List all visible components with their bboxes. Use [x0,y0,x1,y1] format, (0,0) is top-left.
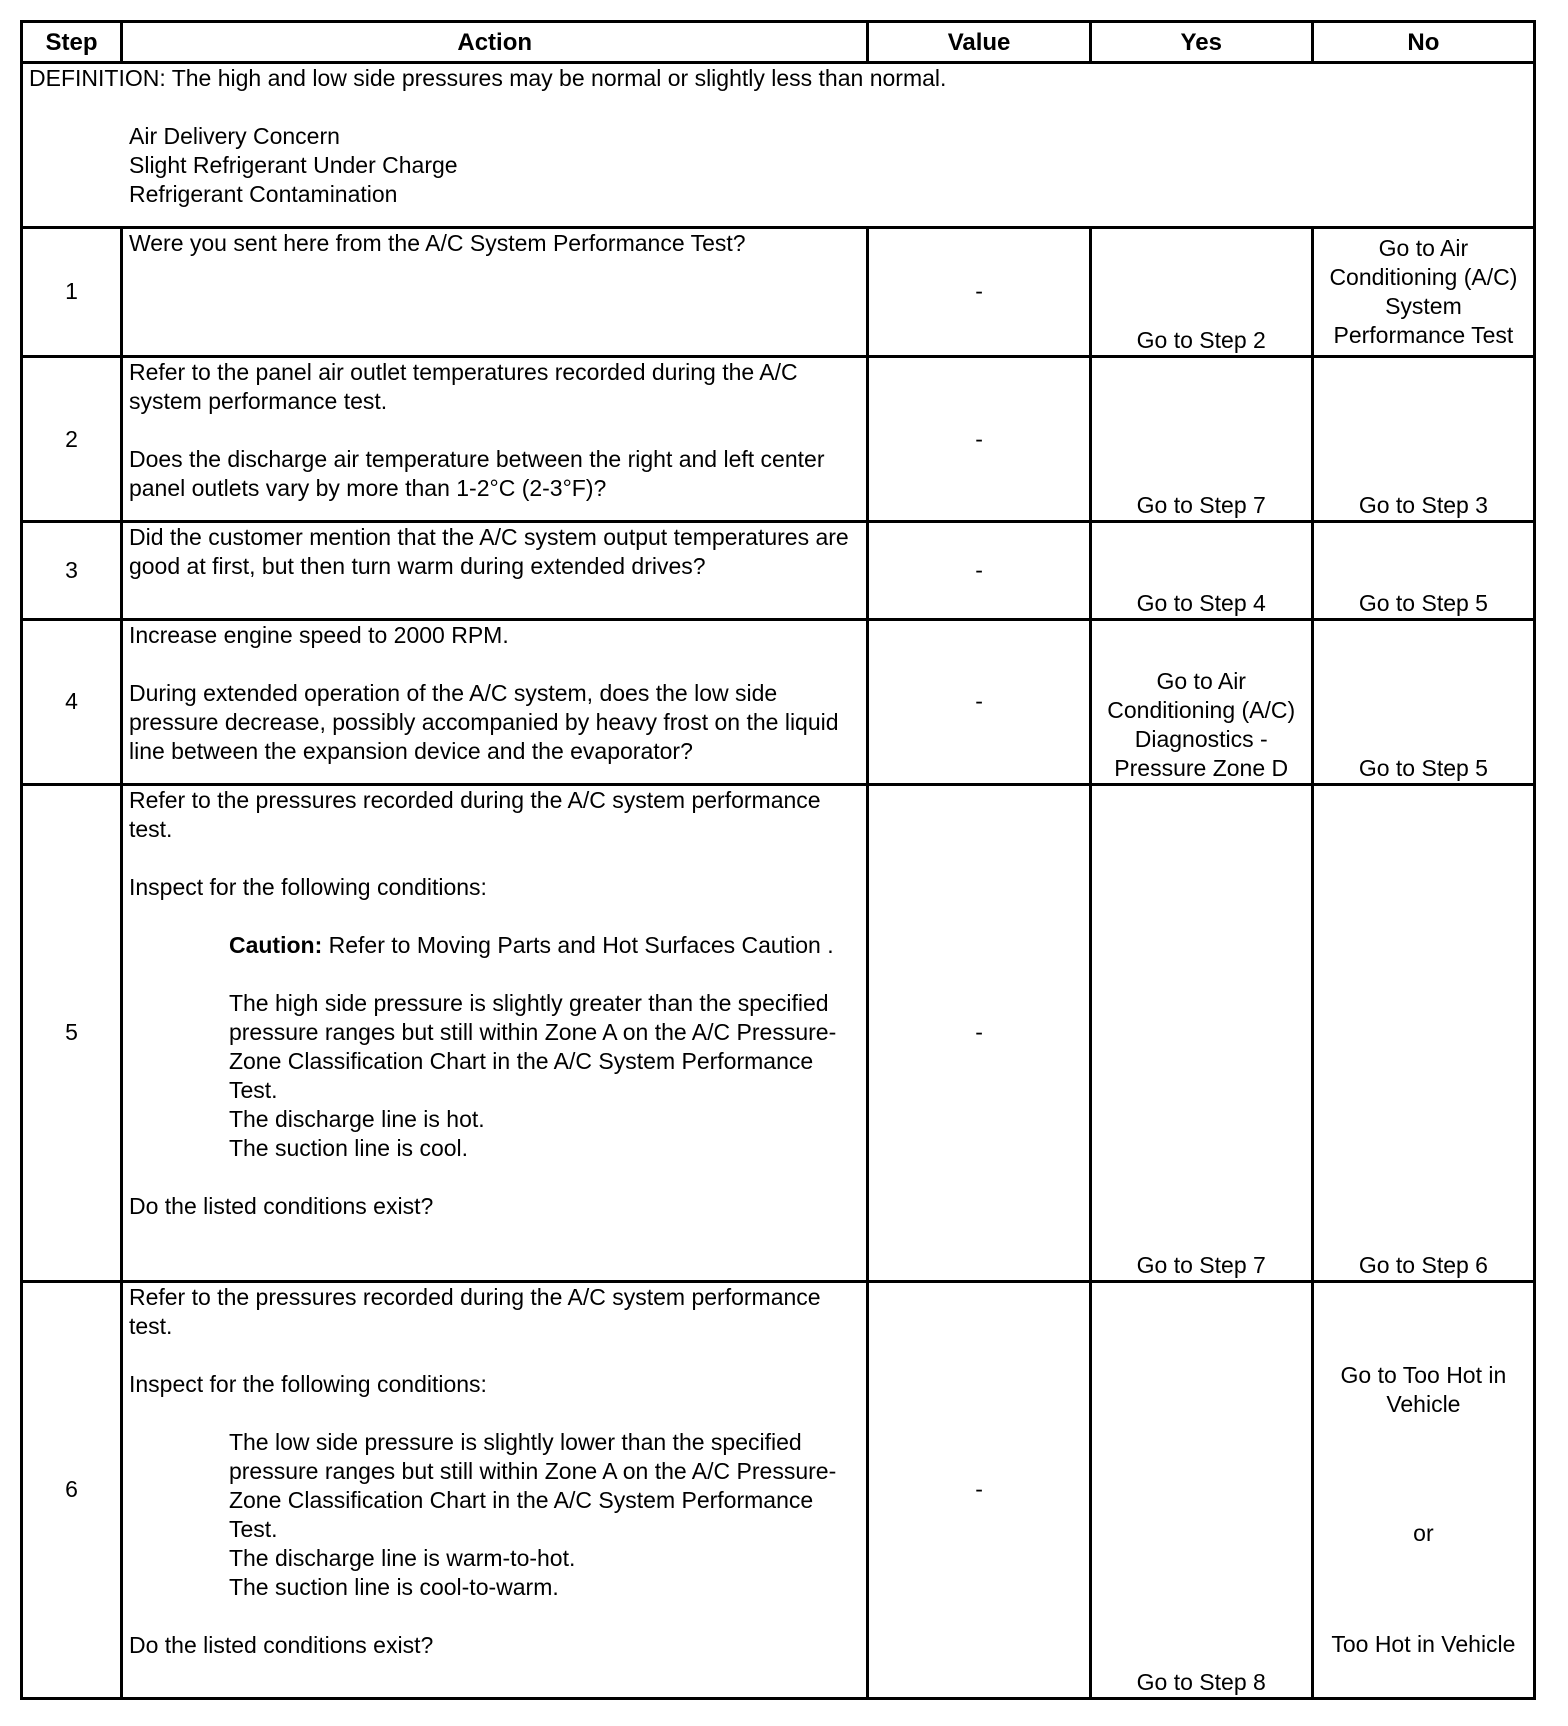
action-question: During extended operation of the A/C system, does the low side pressure decrease, possibly accompanied by heavy frost on the liquid line between the expansion device and the evaporator? [128,679,839,764]
caution-label: Caution: [228,931,323,958]
definition-cell [22,63,1535,228]
action-inspect: Inspect for the following conditions: [128,1370,487,1397]
action-question: Do the listed conditions exist? [128,1631,434,1658]
value-cell: - [868,521,1090,619]
step-number: 5 [22,784,122,1281]
yes-cell: Go to Air Conditioning (A/C) Diagnostics - Pressure Zone D [1090,619,1312,784]
header-action: Action [121,22,868,63]
action-inspect: Inspect for the following conditions: [128,873,487,900]
no-cell: Go to Step 5 [1312,619,1534,784]
condition-item: The discharge line is warm-to-hot. [228,1544,576,1571]
yes-cell: Go to Step 4 [1090,521,1312,619]
header-value: Value [868,22,1090,63]
action-question: Does the discharge air temperature between the right and left center panel outlets vary by more than 1-2°C (2-3°F)? [128,446,825,502]
yes-cell: Go to Step 7 [1090,357,1312,522]
table-row [22,1281,1535,1698]
definition-item: Slight Refrigerant Under Charge [129,152,458,178]
no-cell: Go to Step 5 [1312,521,1534,619]
definition-item: Air Delivery Concern [129,123,340,149]
action-intro: Refer to the pressures recorded during the A/C system performance test. [128,786,821,842]
value-cell: - [868,784,1090,1281]
header-yes: Yes [1090,22,1312,63]
caution-text: Refer to Moving Parts and Hot Surfaces Caution . [322,931,834,958]
value-cell: - [868,357,1090,522]
definition-row [22,63,1535,228]
no-option-link: Go to Too Hot in Vehicle [1340,1361,1507,1417]
caution-note [129,931,861,960]
action-cell [121,357,868,522]
header-step: Step [22,22,122,63]
action-cell [121,521,868,619]
diagnostic-table [20,20,1536,1700]
no-cell: Go to Step 3 [1312,357,1534,522]
step-number: 1 [22,227,122,357]
action-cell [121,227,868,357]
definition-text: DEFINITION: The high and low side pressures may be normal or slightly less than normal. [29,65,947,91]
value-cell: - [868,227,1090,357]
step-number: 4 [22,619,122,784]
no-cell: Go to Step 6 [1312,784,1534,1281]
action-text: Refer to the panel air outlet temperatures recorded during the A/C system performance test. [128,359,798,415]
action-cell [121,784,868,1281]
value-cell: - [868,1281,1090,1698]
condition-item: The high side pressure is slightly greater than the specified pressure ranges but still within Zone A on the A/C Pressure-Zone Classification Chart in the A/C System Performance Test. [228,989,837,1103]
condition-item: The low side pressure is slightly lower than the specified pressure ranges but still within Zone A on the A/C Pressure-Zone Classification Chart in the A/C System Performance Test. [228,1428,837,1542]
condition-item: The suction line is cool. [228,1134,469,1161]
no-option-link: Too Hot in Vehicle [1331,1630,1516,1657]
no-or-text: or [1413,1519,1434,1546]
action-text: Did the customer mention that the A/C system output temperatures are good at first, but then turn warm during extended drives? [128,523,849,579]
value-cell: - [868,619,1090,784]
definition-item: Refrigerant Contamination [129,181,398,207]
table-row [22,619,1535,784]
header-row [22,22,1535,63]
condition-item: The discharge line is hot. [228,1105,485,1132]
no-cell [1312,1281,1534,1698]
table-row [22,784,1535,1281]
action-cell [121,1281,868,1698]
table-row [22,357,1535,522]
header-no: No [1312,22,1534,63]
step-number: 6 [22,1281,122,1698]
table-row [22,521,1535,619]
action-text: Increase engine speed to 2000 RPM. [128,621,509,648]
step-number: 3 [22,521,122,619]
no-cell: Go to Air Conditioning (A/C) System Performance Test [1312,227,1534,357]
action-intro: Refer to the pressures recorded during the A/C system performance test. [128,1283,821,1339]
definition-list [29,122,1527,209]
condition-item: The suction line is cool-to-warm. [228,1573,559,1600]
step-number: 2 [22,357,122,522]
yes-cell: Go to Step 2 [1090,227,1312,357]
action-text: Were you sent here from the A/C System Performance Test? [128,229,746,256]
yes-cell: Go to Step 8 [1090,1281,1312,1698]
table-row [22,227,1535,357]
action-question: Do the listed conditions exist? [128,1192,434,1219]
action-cell [121,619,868,784]
yes-cell: Go to Step 7 [1090,784,1312,1281]
